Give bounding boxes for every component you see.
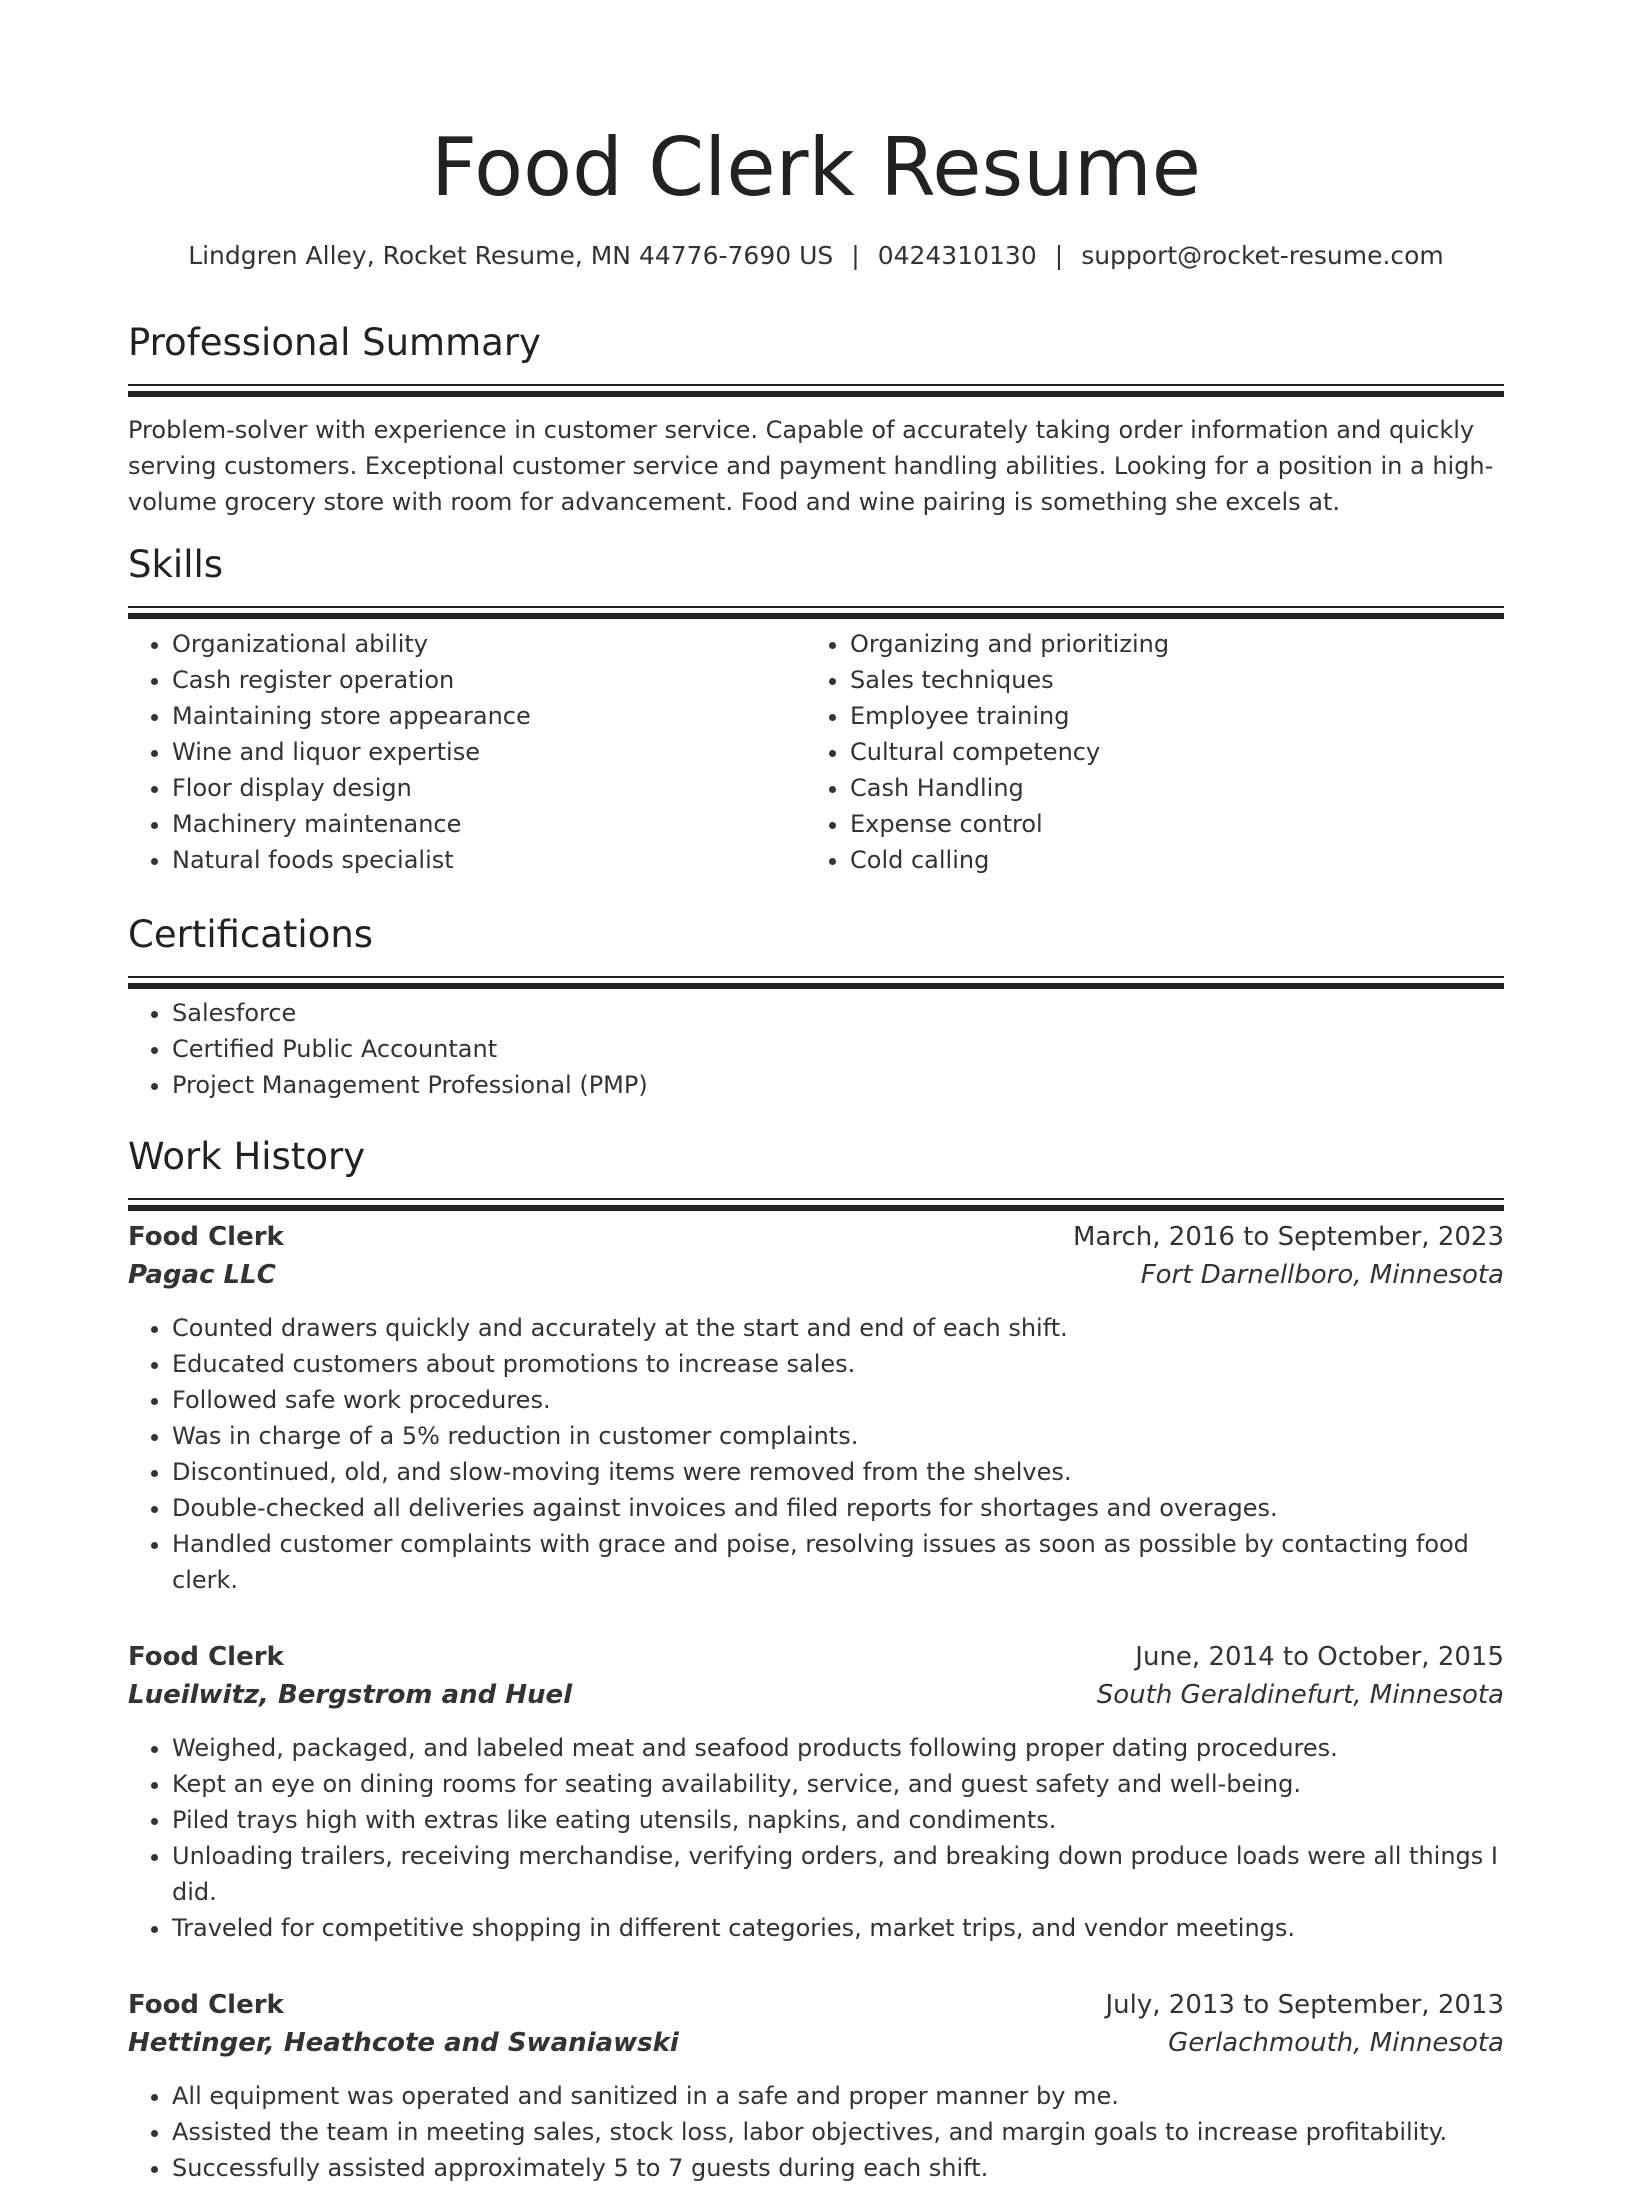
list-item: • Sales techniques [850,662,1484,698]
job-location: Fort Darnellboro, Minnesota [1140,1260,1504,1290]
list-item: • Organizational ability [172,626,806,662]
summary-heading: Professional Summary [128,321,541,364]
list-item: • Cash register operation [172,662,806,698]
list-item: • Was in charge of a 5% reduction in customer complaints. [172,1418,1504,1454]
contact-separator: | [1054,241,1064,270]
list-item: • Employee training [850,698,1484,734]
job-title: Food Clerk [128,1990,284,2020]
list-item: • Cash Handling [850,770,1484,806]
list-item: • Discontinued, old, and slow-moving items were removed from the shelves. [172,1454,1504,1490]
work-history-section [128,1132,1504,2186]
list-item: • Floor display design [172,770,806,806]
summary-section [128,318,1504,520]
certifications-list [128,995,1504,1103]
list-item: • Traveled for competitive shopping in different categories, market trips, and vendor meetings. [172,1910,1504,1946]
contact-line [128,238,1504,274]
job-entry [128,1638,1504,1946]
section-divider [128,606,1504,608]
list-item: • Wine and liquor expertise [172,734,806,770]
list-item: • All equipment was operated and sanitized in a safe and proper manner by me. [172,2078,1504,2114]
list-item: • Assisted the team in meeting sales, stock loss, labor objectives, and margin goals to increase profitability. [172,2114,1504,2150]
skills-section [128,540,1504,878]
job-location: South Geraldinefurt, Minnesota [1096,1680,1504,1710]
job-bullets [128,1310,1504,1598]
job-title: Food Clerk [128,1222,284,1252]
skills-grid [128,626,1504,878]
list-item: • Kept an eye on dining rooms for seating availability, service, and guest safety and well-being. [172,1766,1504,1802]
list-item: • Piled trays high with extras like eating utensils, napkins, and condiments. [172,1802,1504,1838]
jobs-list [128,1218,1504,2186]
skills-column-right [806,626,1484,878]
work-history-heading: Work History [128,1135,366,1178]
job-header-row [128,1218,1504,1256]
job-company-row [128,1256,1504,1294]
certifications-heading: Certifications [128,913,374,956]
list-item: • Weighed, packaged, and labeled meat and seafood products following proper dating procedures. [172,1730,1504,1766]
job-bullets [128,1730,1504,1946]
list-item: • Machinery maintenance [172,806,806,842]
list-item: • Counted drawers quickly and accurately at the start and end of each shift. [172,1310,1504,1346]
certifications-section [128,910,1504,1103]
section-divider [128,976,1504,978]
list-item: • Double-checked all deliveries against invoices and filed reports for shortages and overages. [172,1490,1504,1526]
list-item: • Followed safe work procedures. [172,1382,1504,1418]
job-header-row [128,1986,1504,2024]
list-item: • Unloading trailers, receiving merchandise, verifying orders, and breaking down produce loads were all things I did. [172,1838,1504,1910]
job-entry [128,1218,1504,1598]
list-item: • Maintaining store appearance [172,698,806,734]
resume-title: Food Clerk Resume [431,121,1201,214]
job-bullets [128,2078,1504,2186]
contact-phone: 0424310130 [877,241,1037,270]
contact-separator: | [851,241,860,270]
summary-text: Problem-solver with experience in customer service. Capable of accurately taking order information and quickly serving customers. Exceptional customer service and payment handling abilities. Looking for a position in a high-volume grocery store with room for advancement. Food and wine pairing is something she excels at. [128,416,1494,516]
contact-email: support@rocket-resume.com [1081,241,1444,270]
list-item: • Salesforce [172,995,1504,1031]
skills-list-left [128,626,806,878]
section-divider [128,1198,1504,1200]
list-item: • Organizing and prioritizing [850,626,1484,662]
job-dates: June, 2014 to October, 2015 [1135,1642,1504,1672]
job-company: Pagac LLC [128,1260,276,1290]
job-location: Gerlachmouth, Minnesota [1168,2028,1504,2058]
job-company-row [128,2024,1504,2062]
job-title: Food Clerk [128,1642,284,1672]
job-company-row [128,1676,1504,1714]
skills-column-left [128,626,806,878]
list-item: • Successfully assisted approximately 5 to 7 guests during each shift. [172,2150,1504,2186]
list-item: • Natural foods specialist [172,842,806,878]
job-dates: July, 2013 to September, 2013 [1105,1990,1504,2020]
job-company: Hettinger, Heathcote and Swaniawski [128,2028,679,2058]
list-item: • Certified Public Accountant [172,1031,1504,1067]
list-item: • Cultural competency [850,734,1484,770]
job-dates: March, 2016 to September, 2023 [1073,1222,1504,1252]
list-item: • Educated customers about promotions to increase sales. [172,1346,1504,1382]
skills-list-right [806,626,1484,878]
skills-heading: Skills [128,543,224,586]
list-item: • Expense control [850,806,1484,842]
job-header-row [128,1638,1504,1676]
section-divider [128,384,1504,386]
list-item: • Handled customer complaints with grace and poise, resolving issues as soon as possible by contacting food clerk. [172,1526,1504,1598]
list-item: • Project Management Professional (PMP) [172,1067,1504,1103]
job-entry [128,1986,1504,2186]
contact-address: Lindgren Alley, Rocket Resume, MN 44776-7690 US [188,241,834,270]
list-item: • Cold calling [850,842,1484,878]
job-company: Lueilwitz, Bergstrom and Huel [128,1680,573,1710]
